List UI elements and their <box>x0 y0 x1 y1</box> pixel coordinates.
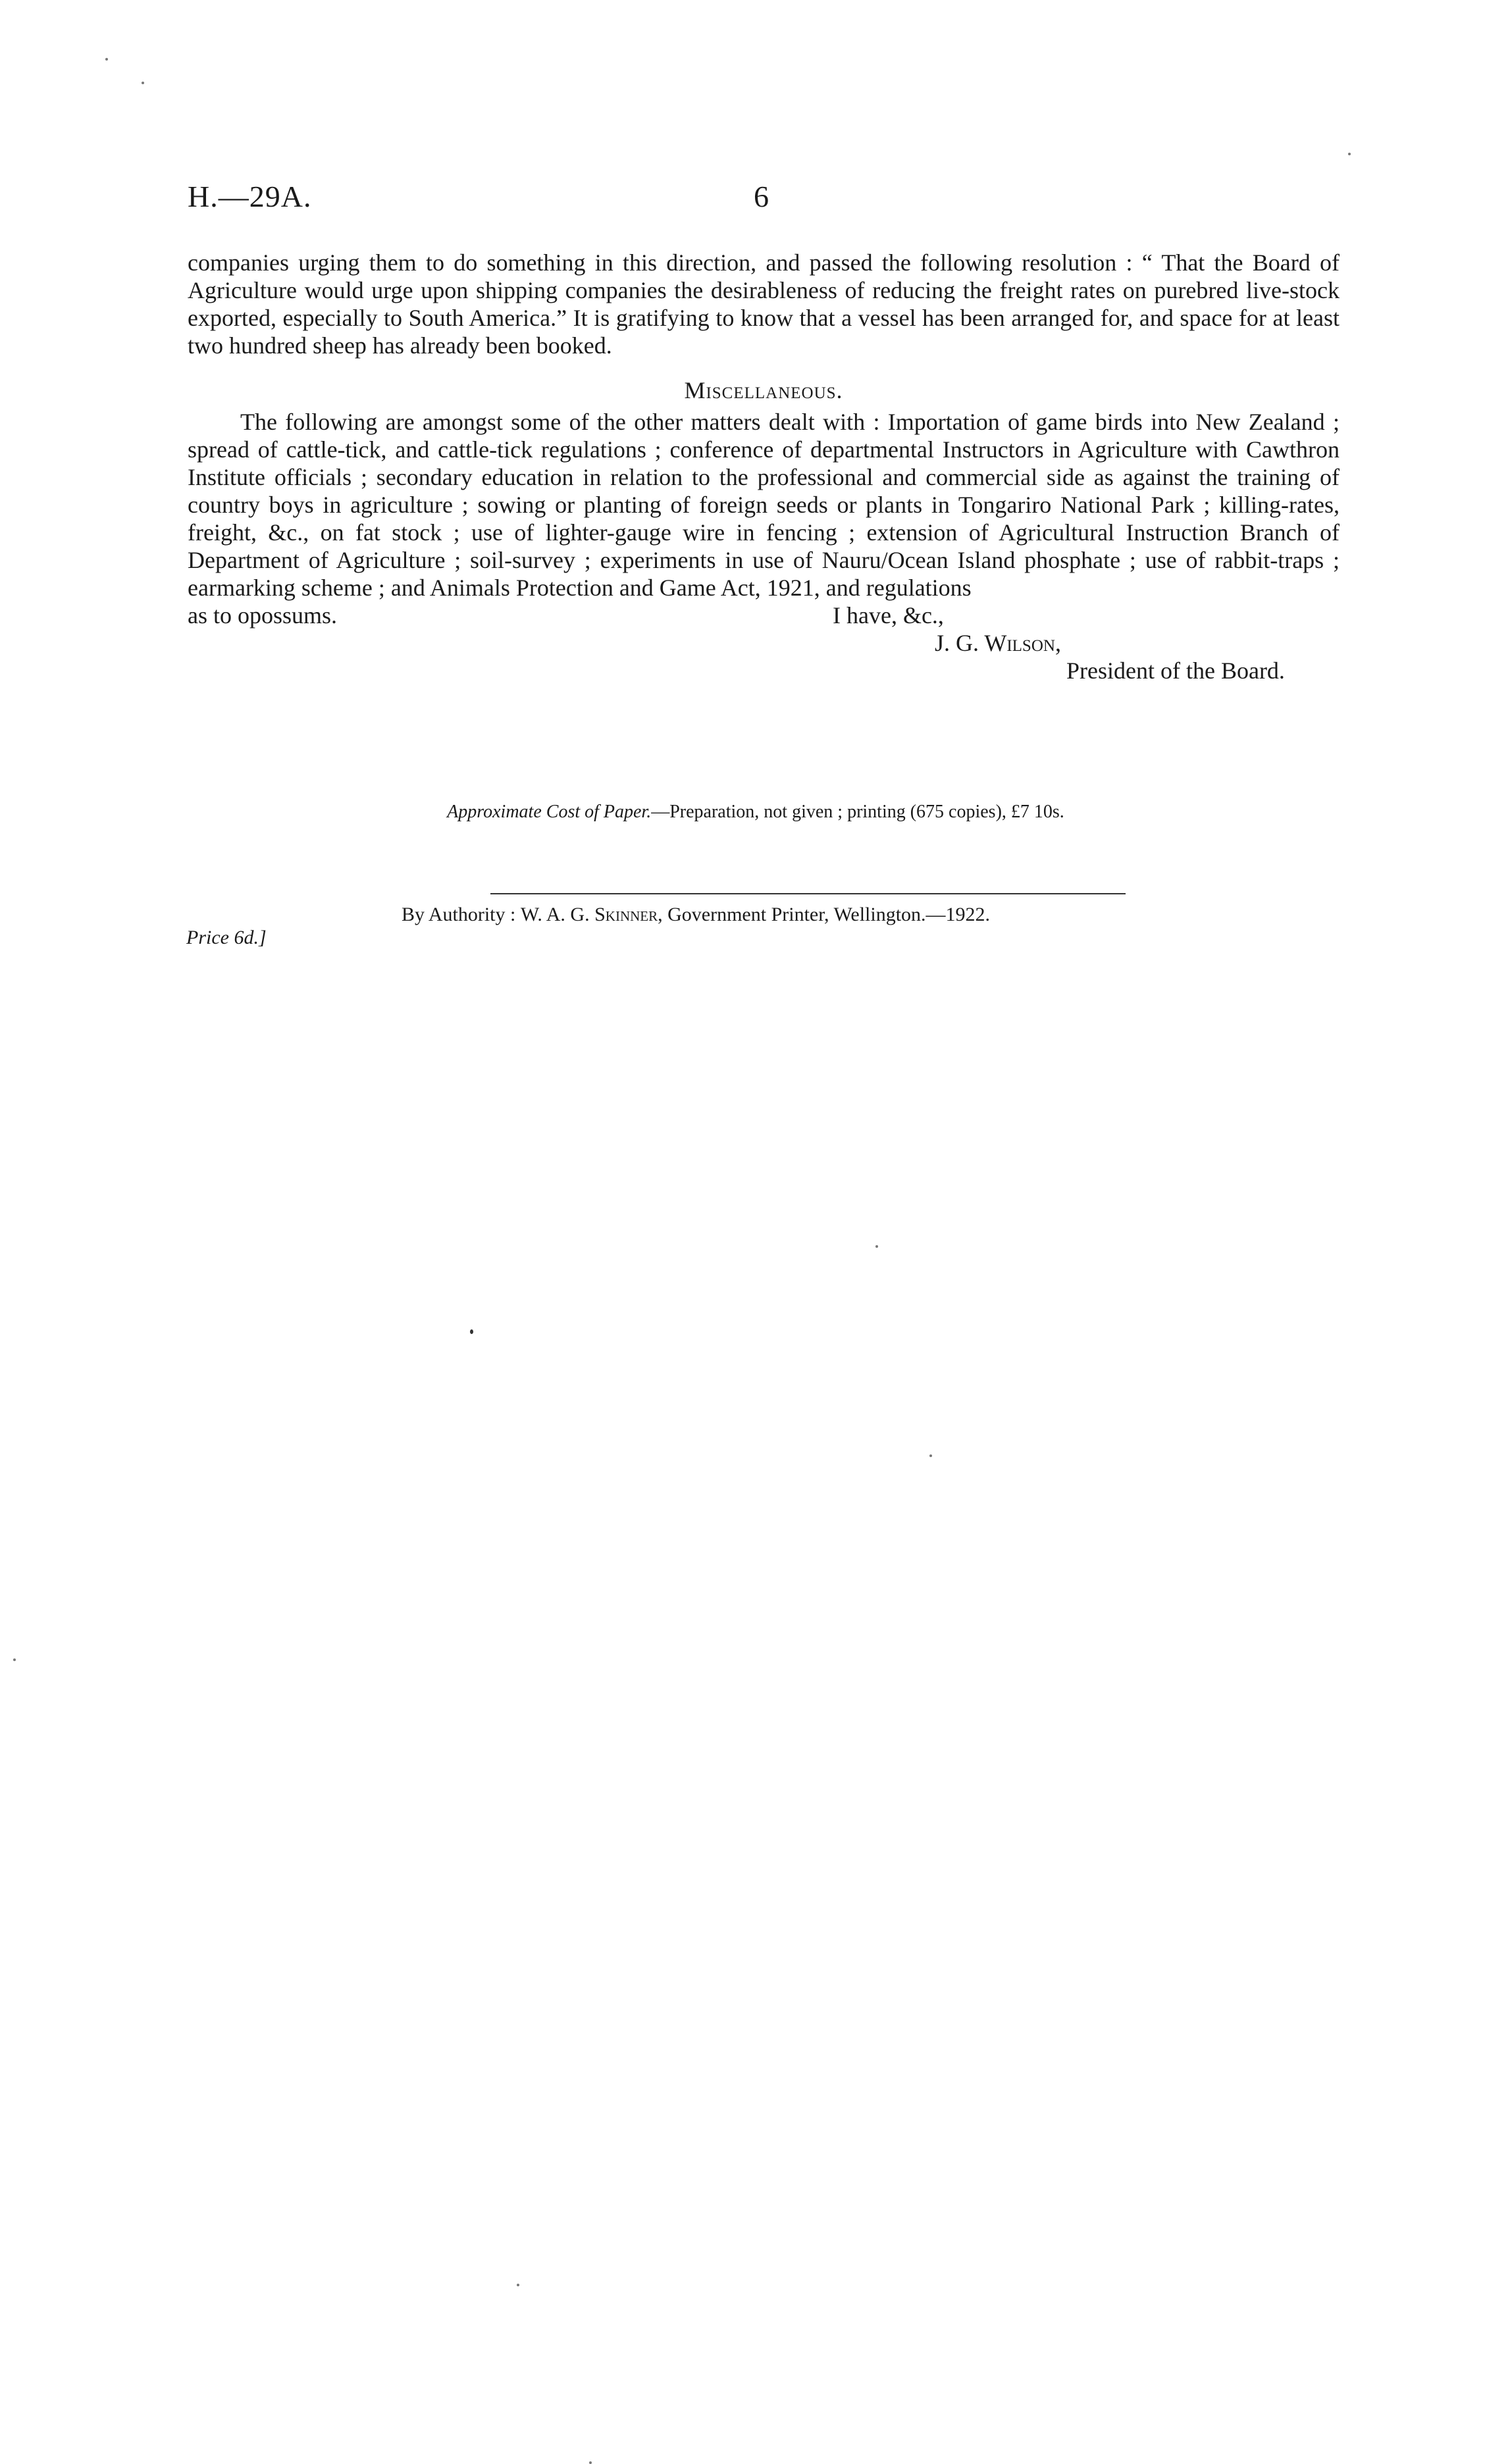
paragraph-miscellaneous-end: as to opossums. <box>188 602 338 629</box>
scan-speck <box>589 2461 592 2464</box>
scan-speck <box>875 1245 878 1248</box>
cost-of-paper-note <box>0 802 1485 823</box>
printer-name: W. A. G. Skinner <box>520 904 658 925</box>
closing-salutation: I have, &c., <box>833 602 944 629</box>
scan-speck <box>1348 153 1351 155</box>
page-header <box>188 179 1340 218</box>
signature-block <box>188 602 1340 687</box>
scan-speck <box>517 2284 519 2286</box>
cost-text: —Preparation, not given ; printing (675 copies), £7 10s. <box>651 802 1064 822</box>
scan-speck <box>142 82 144 84</box>
cost-label: Approximate Cost of Paper. <box>447 802 652 822</box>
authority-line <box>402 904 990 926</box>
signatory-title: President of the Board. <box>1066 657 1285 684</box>
paragraph-resolution: companies urging them to do something in this direction, and passed the following resolution : “ That the Board of Agriculture would urge upon shipping companies the desirableness of reducing the freight rates on purebred live-stock exported, especially to South America.” It is gratifying to know that a vessel has been arranged for, and space for at least two hundred sheep has already been booked. <box>188 249 1340 359</box>
paragraph-miscellaneous: The following are amongst some of the other matters dealt with : Importation of game birds into New Zealand ; spread of cattle-tick, and cattle-tick regulations ; conference of departmental Instructors in Agriculture with Cawthron Institute officials ; secondary education in relation to the professional and commercial side as against the training of country boys in agriculture ; sowing or planting of foreign seeds or plants in Tongariro National Park ; killing-rates, freight, &c., on fat stock ; use of lighter-gauge wire in fencing ; extension of Agricultural Instruction Branch of Department of Agriculture ; soil-survey ; experiments in use of Nauru/Ocean Island phosphate ; use of rabbit-traps ; earmarking scheme ; and Animals Protection and Game Act, 1921, and regulations <box>188 409 1340 601</box>
section-heading-miscellaneous: Miscellaneous. <box>684 377 843 403</box>
signatory-name: J. G. Wilson, <box>935 630 1061 656</box>
scan-speck <box>13 1658 16 1661</box>
authority-prefix: By Authority : <box>402 904 516 925</box>
scan-speck <box>470 1329 473 1334</box>
scan-speck <box>929 1454 932 1457</box>
price-label: Price 6d.] <box>186 927 267 948</box>
page-number: 6 <box>754 180 769 213</box>
footer-rule <box>490 893 1126 894</box>
body-text <box>188 249 1340 687</box>
authority-suffix: , Government Printer, Wellington.—1922. <box>658 904 991 925</box>
document-reference: H.—29A. <box>188 180 312 213</box>
scan-speck <box>105 58 108 61</box>
